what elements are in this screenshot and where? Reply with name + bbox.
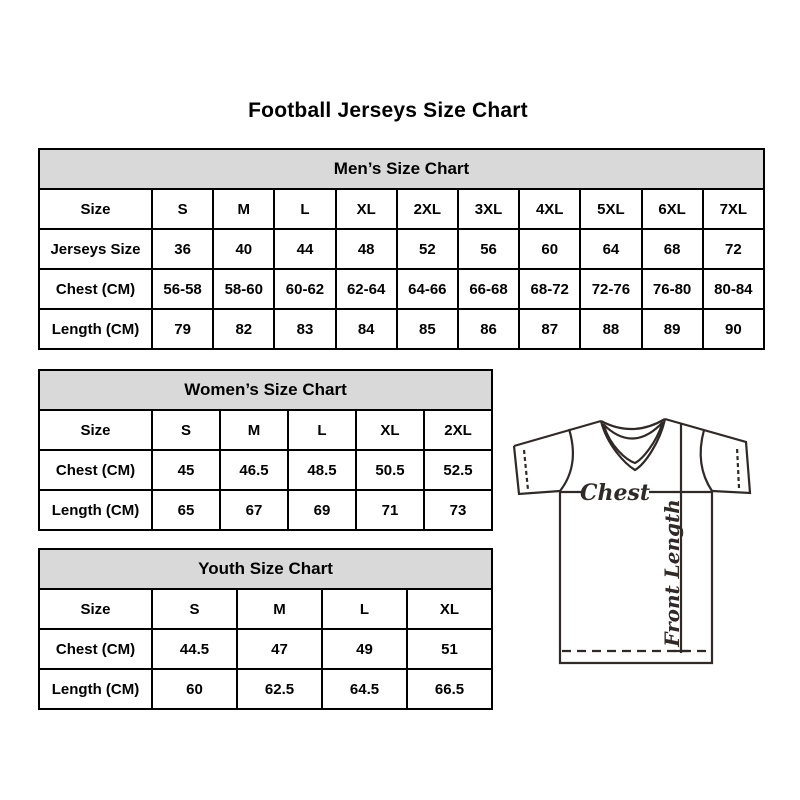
table-cell: 60 (152, 669, 237, 709)
row-label: Size (39, 589, 152, 629)
table-cell: 89 (642, 309, 703, 349)
table-title: Youth Size Chart (39, 549, 492, 589)
table-cell: 56 (458, 229, 519, 269)
table-row (39, 410, 492, 450)
table-cell: 50.5 (356, 450, 424, 490)
table-row (39, 450, 492, 490)
table-row (39, 309, 764, 349)
table-cell: 52.5 (424, 450, 492, 490)
table-cell: 58-60 (213, 269, 274, 309)
table-cell: 44 (274, 229, 335, 269)
row-label: Length (CM) (39, 309, 152, 349)
row-label: Chest (CM) (39, 269, 152, 309)
table-cell: S (152, 589, 237, 629)
table-cell: 36 (152, 229, 213, 269)
table-cell: 72 (703, 229, 764, 269)
table-row (39, 269, 764, 309)
table-cell: 73 (424, 490, 492, 530)
jersey-right-cuff-dashed-line (737, 447, 739, 488)
table-cell: 44.5 (152, 629, 237, 669)
table-cell: 76-80 (642, 269, 703, 309)
table-cell: 66-68 (458, 269, 519, 309)
jersey-left-cuff-dashed-line (524, 450, 528, 490)
table-cell: 88 (580, 309, 641, 349)
table-cell: XL (356, 410, 424, 450)
jersey-left-armhole-seam (560, 429, 573, 491)
table-cell: 3XL (458, 189, 519, 229)
table-cell: 65 (152, 490, 220, 530)
table-cell: L (322, 589, 407, 629)
chest-label: Chest (579, 480, 651, 506)
table-cell: 71 (356, 490, 424, 530)
table-cell: 49 (322, 629, 407, 669)
table-cell: M (237, 589, 322, 629)
table-cell: 56-58 (152, 269, 213, 309)
womens-size-chart-table (38, 369, 493, 531)
table-row (39, 229, 764, 269)
table-cell: 5XL (580, 189, 641, 229)
page-title: Football Jerseys Size Chart (248, 99, 528, 122)
table-cell: L (288, 410, 356, 450)
table-cell: 68-72 (519, 269, 580, 309)
table-cell: 86 (458, 309, 519, 349)
jersey-collar-back-line (601, 419, 665, 429)
table-cell: 2XL (397, 189, 458, 229)
table-cell: 52 (397, 229, 458, 269)
table-cell: 64.5 (322, 669, 407, 709)
jersey-right-armhole-seam (701, 430, 712, 491)
size-table (38, 148, 765, 350)
table-cell: 83 (274, 309, 335, 349)
table-cell: L (274, 189, 335, 229)
table-row (39, 629, 492, 669)
row-label: Size (39, 410, 152, 450)
table-cell: 51 (407, 629, 492, 669)
front-length-label: Front Length (660, 499, 684, 647)
table-cell: 60-62 (274, 269, 335, 309)
row-label: Jerseys Size (39, 229, 152, 269)
row-label: Size (39, 189, 152, 229)
table-row (39, 589, 492, 629)
jersey-left-shoulder-line (514, 421, 601, 446)
row-label: Length (CM) (39, 669, 152, 709)
row-label: Length (CM) (39, 490, 152, 530)
table-cell: 45 (152, 450, 220, 490)
table-cell: 67 (220, 490, 288, 530)
table-cell: M (220, 410, 288, 450)
table-cell: 47 (237, 629, 322, 669)
table-cell: 60 (519, 229, 580, 269)
table-cell: 2XL (424, 410, 492, 450)
table-cell: M (213, 189, 274, 229)
table-row (39, 189, 764, 229)
row-label: Chest (CM) (39, 629, 152, 669)
table-cell: 48 (336, 229, 397, 269)
table-row (39, 669, 492, 709)
table-cell: XL (407, 589, 492, 629)
jersey-body-outline (560, 491, 712, 663)
table-cell: S (152, 189, 213, 229)
table-cell: 72-76 (580, 269, 641, 309)
table-title: Men’s Size Chart (39, 149, 764, 189)
table-cell: 69 (288, 490, 356, 530)
table-cell: 85 (397, 309, 458, 349)
table-title: Women’s Size Chart (39, 370, 492, 410)
mens-size-chart-table (38, 148, 765, 350)
table-cell: 87 (519, 309, 580, 349)
table-cell: XL (336, 189, 397, 229)
table-cell: 82 (213, 309, 274, 349)
table-cell: S (152, 410, 220, 450)
table-cell: 46.5 (220, 450, 288, 490)
table-cell: 40 (213, 229, 274, 269)
size-table (38, 548, 493, 710)
size-table (38, 369, 493, 531)
table-cell: 68 (642, 229, 703, 269)
table-cell: 90 (703, 309, 764, 349)
table-cell: 80-84 (703, 269, 764, 309)
table-cell: 62.5 (237, 669, 322, 709)
table-cell: 64-66 (397, 269, 458, 309)
jersey-left-sleeve-outline (514, 446, 560, 494)
table-cell: 48.5 (288, 450, 356, 490)
table-cell: 6XL (642, 189, 703, 229)
table-cell: 84 (336, 309, 397, 349)
table-cell: 4XL (519, 189, 580, 229)
table-cell: 62-64 (336, 269, 397, 309)
table-cell: 64 (580, 229, 641, 269)
table-cell: 7XL (703, 189, 764, 229)
table-cell: 79 (152, 309, 213, 349)
row-label: Chest (CM) (39, 450, 152, 490)
youth-size-chart-table (38, 548, 493, 710)
table-row (39, 490, 492, 530)
table-cell: 66.5 (407, 669, 492, 709)
jersey-measurement-diagram (503, 410, 765, 668)
